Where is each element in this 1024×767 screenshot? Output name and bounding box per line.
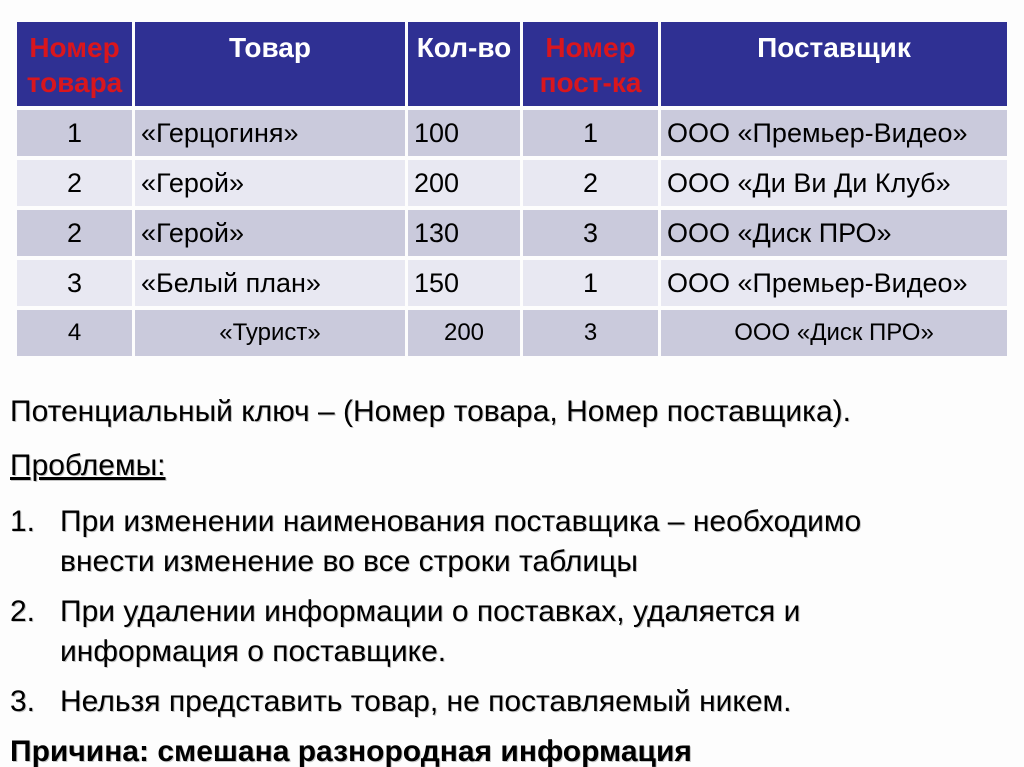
problem-item <box>10 592 1010 672</box>
problem-number: 2. <box>10 595 36 628</box>
problem-number: 1. <box>10 505 36 538</box>
cell-product: «Герой» <box>135 210 405 256</box>
problem-item <box>10 502 1010 582</box>
cell-supplier-number: 2 <box>523 160 658 206</box>
cell-quantity: 150 <box>408 260 520 306</box>
cell-quantity: 200 <box>408 310 520 356</box>
cell-quantity: 130 <box>408 210 520 256</box>
table-row <box>17 110 1007 156</box>
cell-supplier: ООО «Премьер-Видео» <box>661 260 1007 306</box>
cell-supplier-number: 1 <box>523 110 658 156</box>
cell-supplier: ООО «Премьер-Видео» <box>661 110 1007 156</box>
problem-number: 3. <box>10 685 36 718</box>
cell-product: «Белый план» <box>135 260 405 306</box>
cell-product-number: 1 <box>17 110 132 156</box>
table-row <box>17 310 1007 356</box>
problems-list <box>10 502 1010 722</box>
cell-product-number: 2 <box>17 210 132 256</box>
problem-text: Нельзя представить товар, не поставляемый никем. <box>60 685 792 718</box>
column-header-product-number: Номер товара <box>17 22 132 106</box>
problem-item <box>10 682 1010 722</box>
cell-supplier: ООО «Диск ПРО» <box>661 210 1007 256</box>
cell-product-number: 3 <box>17 260 132 306</box>
table-header-row <box>17 22 1007 106</box>
column-header-supplier-number: Номер пост-ка <box>523 22 658 106</box>
notes-block <box>10 392 1010 767</box>
cell-supplier-number: 1 <box>523 260 658 306</box>
problem-text: При изменении наименования поставщика – необходимо внести изменение во все строки таблицы <box>60 505 862 578</box>
table-row <box>17 210 1007 256</box>
cell-quantity: 200 <box>408 160 520 206</box>
cell-product-number: 4 <box>17 310 132 356</box>
column-header-quantity: Кол-во <box>408 22 520 106</box>
cell-quantity: 100 <box>408 110 520 156</box>
column-header-supplier: Поставщик <box>661 22 1007 106</box>
problems-heading: Проблемы: <box>10 449 166 482</box>
cell-product: «Герцогиня» <box>135 110 405 156</box>
cell-supplier-number: 3 <box>523 210 658 256</box>
problem-text: При удалении информации о поставках, удаляется и информация о поставщике. <box>60 595 801 668</box>
candidate-key-line: Потенциальный ключ – (Номер товара, Номер поставщика). <box>10 395 851 428</box>
cause-line: Причина: смешана разнородная информация <box>10 735 692 767</box>
cell-supplier-number: 3 <box>523 310 658 356</box>
products-table <box>14 18 1010 360</box>
table-row <box>17 160 1007 206</box>
slide <box>0 18 1024 767</box>
cell-product-number: 2 <box>17 160 132 206</box>
cell-supplier: ООО «Ди Ви Ди Клуб» <box>661 160 1007 206</box>
cell-product: «Турист» <box>135 310 405 356</box>
cell-supplier: ООО «Диск ПРО» <box>661 310 1007 356</box>
table-row <box>17 260 1007 306</box>
column-header-product: Товар <box>135 22 405 106</box>
cell-product: «Герой» <box>135 160 405 206</box>
